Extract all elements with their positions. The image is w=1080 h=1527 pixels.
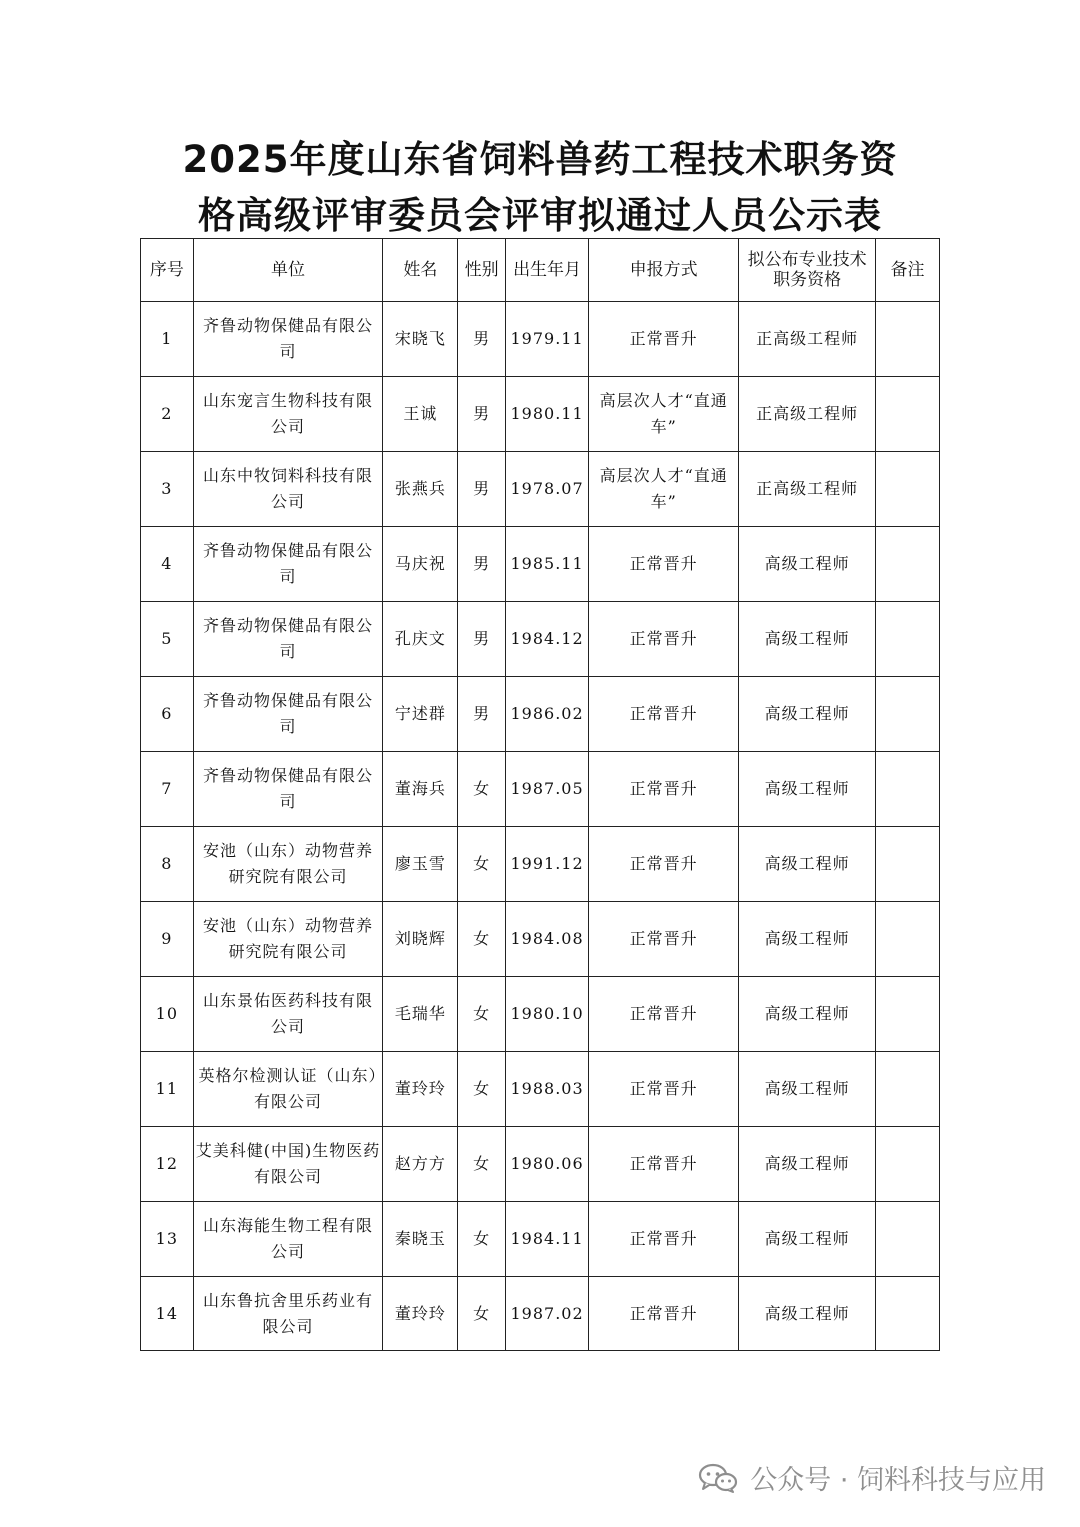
watermark: [698, 1458, 1046, 1497]
cell-serial: 3: [141, 452, 194, 527]
cell-serial: 7: [141, 752, 194, 827]
table-row: [141, 677, 940, 752]
cell-remark: [876, 827, 940, 902]
cell-unit: 山东中牧饲料科技有限公司: [193, 452, 383, 527]
approved-personnel-table: [140, 238, 940, 1351]
cell-birth: 1988.03: [506, 1052, 589, 1127]
cell-qualification: 正高级工程师: [739, 452, 876, 527]
cell-qualification: 高级工程师: [739, 902, 876, 977]
cell-serial: 1: [141, 302, 194, 377]
cell-qualification: 高级工程师: [739, 1052, 876, 1127]
cell-qualification: 高级工程师: [739, 1127, 876, 1202]
cell-serial: 5: [141, 602, 194, 677]
cell-unit: 英格尔检测认证（山东）有限公司: [193, 1052, 383, 1127]
header-gender: 性别: [458, 239, 506, 302]
cell-gender: 女: [458, 902, 506, 977]
cell-name: 宋晓飞: [383, 302, 458, 377]
cell-unit: 安池（山东）动物营养研究院有限公司: [193, 902, 383, 977]
cell-qualification: 高级工程师: [739, 1202, 876, 1277]
cell-gender: 男: [458, 602, 506, 677]
cell-qualification: 高级工程师: [739, 527, 876, 602]
wechat-icon: [698, 1463, 738, 1493]
table-row: [141, 1202, 940, 1277]
cell-method: 高层次人才“直通车”: [589, 377, 739, 452]
cell-method: 正常晋升: [589, 677, 739, 752]
cell-name: 廖玉雪: [383, 827, 458, 902]
cell-method: 正常晋升: [589, 1277, 739, 1351]
cell-remark: [876, 902, 940, 977]
cell-birth: 1980.06: [506, 1127, 589, 1202]
cell-remark: [876, 602, 940, 677]
cell-serial: 4: [141, 527, 194, 602]
cell-name: 孔庆文: [383, 602, 458, 677]
cell-method: 正常晋升: [589, 1052, 739, 1127]
cell-method: 正常晋升: [589, 977, 739, 1052]
table-row: [141, 752, 940, 827]
cell-serial: 13: [141, 1202, 194, 1277]
cell-qualification: 高级工程师: [739, 602, 876, 677]
cell-birth: 1980.11: [506, 377, 589, 452]
header-unit: 单位: [193, 239, 383, 302]
table-row: [141, 1052, 940, 1127]
cell-serial: 14: [141, 1277, 194, 1351]
cell-birth: 1980.10: [506, 977, 589, 1052]
title-line-2: 格高级评审委员会评审拟通过人员公示表: [198, 194, 882, 237]
header-birth: 出生年月: [506, 239, 589, 302]
cell-remark: [876, 1127, 940, 1202]
cell-unit: 艾美科健(中国)生物医药有限公司: [193, 1127, 383, 1202]
cell-remark: [876, 377, 940, 452]
cell-name: 马庆祝: [383, 527, 458, 602]
header-serial: 序号: [141, 239, 194, 302]
header-qualification: 拟公布专业技术职务资格: [739, 239, 876, 302]
cell-name: 董玲玲: [383, 1277, 458, 1351]
cell-gender: 男: [458, 452, 506, 527]
cell-gender: 男: [458, 377, 506, 452]
cell-unit: 安池（山东）动物营养研究院有限公司: [193, 827, 383, 902]
cell-qualification: 高级工程师: [739, 977, 876, 1052]
cell-serial: 11: [141, 1052, 194, 1127]
cell-name: 董海兵: [383, 752, 458, 827]
table-row: [141, 302, 940, 377]
cell-method: 正常晋升: [589, 302, 739, 377]
title-line-1: 2025年度山东省饲料兽药工程技术职务资: [182, 138, 898, 181]
cell-birth: 1986.02: [506, 677, 589, 752]
table-row: [141, 452, 940, 527]
table-row: [141, 977, 940, 1052]
cell-birth: 1991.12: [506, 827, 589, 902]
cell-unit: 齐鲁动物保健品有限公司: [193, 527, 383, 602]
cell-birth: 1987.02: [506, 1277, 589, 1351]
cell-remark: [876, 527, 940, 602]
table-row: [141, 602, 940, 677]
table-header-row: [141, 239, 940, 302]
cell-gender: 女: [458, 1277, 506, 1351]
cell-serial: 10: [141, 977, 194, 1052]
cell-gender: 男: [458, 527, 506, 602]
cell-name: 毛瑞华: [383, 977, 458, 1052]
cell-method: 正常晋升: [589, 902, 739, 977]
cell-remark: [876, 302, 940, 377]
watermark-text: 公众号 · 饲料科技与应用: [750, 1465, 1046, 1496]
cell-birth: 1985.11: [506, 527, 589, 602]
table-row: [141, 1277, 940, 1351]
cell-qualification: 正高级工程师: [739, 302, 876, 377]
header-method: 申报方式: [589, 239, 739, 302]
cell-name: 刘晓辉: [383, 902, 458, 977]
cell-birth: 1984.08: [506, 902, 589, 977]
cell-serial: 9: [141, 902, 194, 977]
cell-unit: 山东鲁抗舍里乐药业有限公司: [193, 1277, 383, 1351]
cell-name: 张燕兵: [383, 452, 458, 527]
cell-birth: 1984.12: [506, 602, 589, 677]
cell-unit: 山东宠言生物科技有限公司: [193, 377, 383, 452]
cell-birth: 1979.11: [506, 302, 589, 377]
cell-method: 正常晋升: [589, 602, 739, 677]
cell-qualification: 高级工程师: [739, 827, 876, 902]
cell-unit: 齐鲁动物保健品有限公司: [193, 752, 383, 827]
cell-gender: 男: [458, 677, 506, 752]
table-body: [141, 302, 940, 1351]
header-name: 姓名: [383, 239, 458, 302]
cell-birth: 1984.11: [506, 1202, 589, 1277]
cell-gender: 女: [458, 1202, 506, 1277]
cell-gender: 女: [458, 827, 506, 902]
cell-remark: [876, 752, 940, 827]
cell-name: 秦晓玉: [383, 1202, 458, 1277]
cell-serial: 8: [141, 827, 194, 902]
cell-name: 董玲玲: [383, 1052, 458, 1127]
cell-serial: 2: [141, 377, 194, 452]
cell-gender: 女: [458, 1052, 506, 1127]
cell-birth: 1987.05: [506, 752, 589, 827]
cell-gender: 女: [458, 1127, 506, 1202]
cell-qualification: 正高级工程师: [739, 377, 876, 452]
cell-remark: [876, 1052, 940, 1127]
cell-gender: 女: [458, 977, 506, 1052]
cell-qualification: 高级工程师: [739, 752, 876, 827]
cell-name: 王诚: [383, 377, 458, 452]
cell-unit: 齐鲁动物保健品有限公司: [193, 602, 383, 677]
cell-name: 宁述群: [383, 677, 458, 752]
cell-name: 赵方方: [383, 1127, 458, 1202]
cell-unit: 齐鲁动物保健品有限公司: [193, 302, 383, 377]
cell-method: 正常晋升: [589, 1202, 739, 1277]
table-row: [141, 377, 940, 452]
cell-remark: [876, 977, 940, 1052]
cell-remark: [876, 677, 940, 752]
cell-unit: 齐鲁动物保健品有限公司: [193, 677, 383, 752]
cell-method: 高层次人才“直通车”: [589, 452, 739, 527]
cell-method: 正常晋升: [589, 827, 739, 902]
document-title: [0, 132, 1080, 244]
cell-birth: 1978.07: [506, 452, 589, 527]
table-row: [141, 902, 940, 977]
cell-method: 正常晋升: [589, 1127, 739, 1202]
cell-unit: 山东海能生物工程有限公司: [193, 1202, 383, 1277]
cell-remark: [876, 1202, 940, 1277]
cell-method: 正常晋升: [589, 527, 739, 602]
cell-remark: [876, 452, 940, 527]
cell-qualification: 高级工程师: [739, 677, 876, 752]
table-row: [141, 527, 940, 602]
cell-qualification: 高级工程师: [739, 1277, 876, 1351]
cell-gender: 女: [458, 752, 506, 827]
header-remark: 备注: [876, 239, 940, 302]
cell-unit: 山东景佑医药科技有限公司: [193, 977, 383, 1052]
cell-gender: 男: [458, 302, 506, 377]
cell-serial: 12: [141, 1127, 194, 1202]
cell-method: 正常晋升: [589, 752, 739, 827]
table-row: [141, 1127, 940, 1202]
cell-remark: [876, 1277, 940, 1351]
table-row: [141, 827, 940, 902]
cell-serial: 6: [141, 677, 194, 752]
